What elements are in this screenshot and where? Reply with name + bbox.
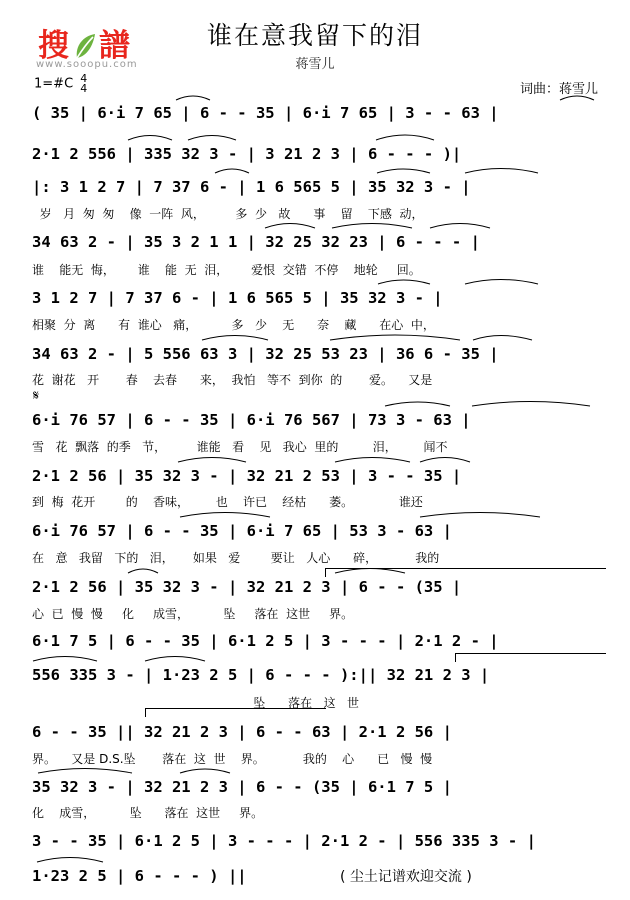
notation-line: 2·1 2 556 | 335 32 3 - | 3 21 2 3 | 6 - - - )| (32, 145, 462, 163)
lyric-line: 雪 花 飘落 的季 节， 谁能 看 见 我心 里的 泪， 闻不 (32, 440, 448, 454)
key-name: #C (53, 76, 74, 92)
logo-url: www.sooopu.com (36, 59, 138, 70)
lyric-line: 谁 能无 悔， 谁 能 无 泪， 爱恨 交错 不停 地轮 回。 (32, 263, 421, 277)
notation-line: 6·1 7 5 | 6 - - 35 | 6·1 2 5 | 3 - - - | 2·1 2 - | (32, 632, 499, 650)
notation-line: 6·i 76 57 | 6 - - 35 | 6·i 76 567 | 73 3 - 63 | (32, 411, 471, 429)
lyric-line: 花 谢花 开 春 去春 来， 我怕 等不 到你 的 爱。 又是 (32, 373, 433, 387)
notation-line: ( 35 | 6·i 7 65 | 6 - - 35 | 6·i 7 65 | 3 - - 63 | (32, 104, 499, 122)
time-top: 4 (80, 72, 88, 85)
logo-text-right: 譜 (99, 28, 132, 64)
notation-line: 34 63 2 - | 35 3 2 1 1 | 32 25 32 23 | 6 - - - | (32, 233, 480, 251)
volta-bracket-2 (455, 653, 606, 662)
lyric-line: 界。 又是 D.S.坠 落在 这 世 界。 我的 心 已 慢 慢 (32, 752, 433, 766)
song-title: 谁在意我留下的泪 (206, 21, 423, 50)
volta-bracket-3 (145, 708, 326, 717)
time-bottom: 4 (80, 82, 88, 95)
key-prefix: 1= (34, 76, 54, 92)
lyric-line: 坠 落在 这 世 (32, 696, 360, 710)
logo-text-left: 搜 (38, 28, 71, 64)
song-singer: 蒋雪儿 (295, 57, 335, 72)
time-signature (80, 74, 87, 94)
notation-line: 6·i 76 57 | 6 - - 35 | 6·i 7 65 | 53 3 - 63 | (32, 522, 452, 540)
lyric-line: 在 意 我留 下的 泪， 如果 爱 要让 人心 碎， 我的 (32, 551, 440, 565)
notation-line: 556 335 3 - | 1·23 2 5 | 6 - - - ):|| 32 21 2 3 | (32, 666, 490, 684)
lyric-line: 化 成雪， 坠 落在 这世 界。 (32, 806, 264, 820)
notation-line: 2·1 2 56 | 35 32 3 - | 32 21 2 53 | 3 - - 35 | (32, 467, 462, 485)
notation-line: 6 - - 35 || 32 21 2 3 | 6 - - 63 | 2·1 2 56 | (32, 723, 452, 741)
composer-credit: 词曲：蒋雪儿 (519, 82, 598, 97)
segno-sign: 𝄋 (33, 388, 40, 404)
notation-line: 1·23 2 5 | 6 - - - ) || (32, 867, 247, 885)
notation-line: |: 3 1 2 7 | 7 37 6 - | 1 6 565 5 | 35 32 3 - | (32, 178, 471, 196)
lyric-line: 相聚 分 离 有 谁心 痛， 多 少 无 奈 藏 在心 中， (32, 318, 435, 332)
lyric-line: 心 已 慢 慢 化 成雪， 坠 落在 这世 界。 (32, 607, 354, 621)
lyric-line: 到 梅 花开 的 香味， 也 许已 经枯 萎。 谁还 (32, 495, 423, 509)
transcriber-note: ( 尘土记谱欢迎交流 ) (340, 869, 472, 885)
volta-bracket-1 (325, 568, 606, 577)
lyric-line: 岁 月 匆 匆 像 一阵 风， 多 少 故 事 留 下感 动， (32, 207, 424, 221)
key-signature (34, 74, 87, 94)
notation-line: 2·1 2 56 | 35 32 3 - | 32 21 2 3 | 6 - - (35 | (32, 578, 462, 596)
notation-line: 34 63 2 - | 5 556 63 3 | 32 25 53 23 | 36 6 - 35 | (32, 345, 499, 363)
notation-line: 35 32 3 - | 32 21 2 3 | 6 - - (35 | 6·1 7 5 | (32, 778, 452, 796)
notation-line: 3 1 2 7 | 7 37 6 - | 1 6 565 5 | 35 32 3 - | (32, 289, 443, 307)
notation-line: 3 - - 35 | 6·1 2 5 | 3 - - - | 2·1 2 - | 556 335 3 - | (32, 832, 536, 850)
